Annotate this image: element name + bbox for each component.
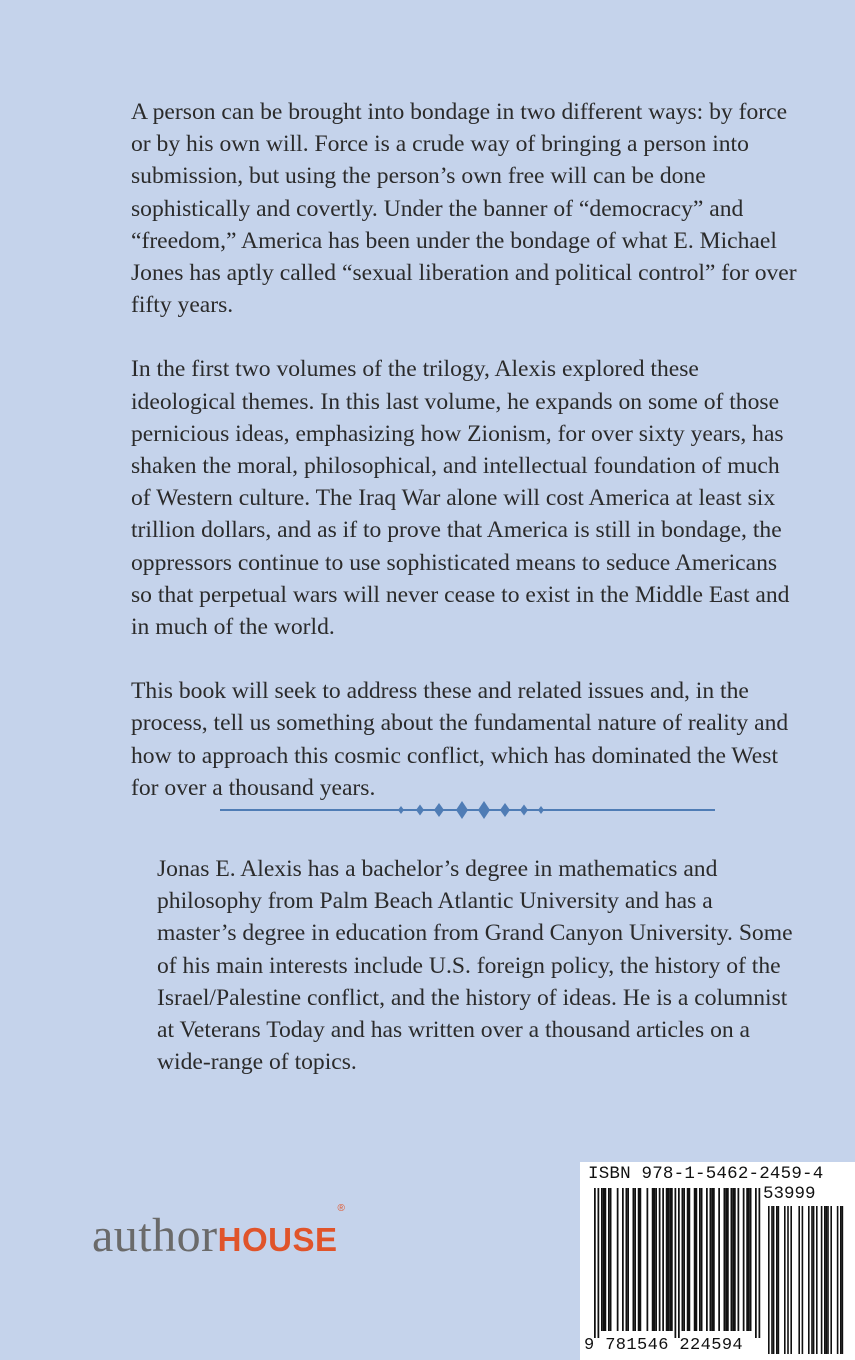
ornamental-divider [220, 796, 715, 824]
barcode-bar-49 [748, 1188, 750, 1331]
addon-bar-16 [826, 1206, 828, 1354]
addon-bar-14 [821, 1206, 823, 1354]
addon-bar-6 [787, 1206, 789, 1354]
barcode-bar-31 [694, 1188, 696, 1331]
publisher-logo [92, 1203, 345, 1262]
addon-bar-15 [824, 1206, 826, 1354]
addon-bar-10 [808, 1206, 810, 1354]
addon-bar-1 [771, 1206, 773, 1354]
barcode-bar-23 [669, 1188, 671, 1331]
barcode-bar-48 [746, 1188, 748, 1331]
blurb-paragraph-3: This book will seek to address these and related issues and, in the process, tell us something about the fundamental nature of reality and how to approach this cosmic conflict, which has dominated the West for over a thousand years. [131, 678, 789, 801]
barcode-bar-52 [759, 1188, 761, 1338]
isbn-label: ISBN 978-1-5462-2459-4 [588, 1164, 824, 1184]
barcode-bar-33 [699, 1188, 701, 1331]
barcode-bar-22 [668, 1188, 670, 1331]
barcode-bar-14 [640, 1188, 642, 1331]
addon-bar-19 [837, 1206, 839, 1354]
barcode-bar-3 [603, 1188, 605, 1331]
publisher-name-part1: author [92, 1209, 218, 1262]
barcode-bar-27 [682, 1188, 684, 1331]
addon-bar-12 [813, 1206, 815, 1354]
addon-bar-20 [840, 1206, 842, 1354]
barcode-bar-5 [608, 1188, 610, 1331]
barcode-bar-6 [610, 1188, 612, 1331]
barcode-bar-30 [689, 1188, 691, 1331]
barcode-bar-39 [718, 1188, 720, 1331]
barcode-bar-26 [678, 1188, 680, 1338]
addon-bar-0 [768, 1206, 770, 1354]
barcode-bar-24 [671, 1188, 673, 1331]
barcode-bar-41 [725, 1188, 727, 1331]
barcode-bar-0 [594, 1188, 596, 1338]
back-cover-blurb [131, 96, 803, 836]
barcode-bar-4 [605, 1188, 607, 1331]
barcode-bar-13 [638, 1188, 640, 1331]
barcode-bar-18 [655, 1188, 657, 1331]
barcode-bar-21 [666, 1188, 668, 1331]
barcode-bar-43 [731, 1188, 733, 1331]
barcode-bar-51 [755, 1188, 757, 1338]
price-code: 53999 [763, 1184, 816, 1204]
barcode-bar-35 [706, 1188, 708, 1331]
barcode-bar-40 [724, 1188, 726, 1331]
addon-bar-18 [830, 1206, 832, 1354]
addon-bar-7 [790, 1206, 792, 1354]
barcode-bar-25 [675, 1188, 677, 1338]
addon-bar-2 [773, 1206, 775, 1354]
author-bio: Jonas E. Alexis has a bachelor’s degree in mathematics and philosophy from Palm Beach Atlantic University and has a master’s degree in education from Grand Canyon University. Some of his main interests include U.S. foreign policy, the history of the Israel/Palestine conflict, and the history of ideas. He is a columnist at Veterans Today and has written over a thousand articles on a wide-range of topics. [157, 856, 793, 1076]
addon-bar-8 [798, 1206, 800, 1354]
addon-bar-11 [811, 1206, 813, 1354]
barcode-bar-12 [634, 1188, 636, 1331]
barcode-bar-44 [732, 1188, 734, 1331]
barcode-bar-9 [626, 1188, 628, 1331]
blurb-paragraph-1: A person can be brought into bondage in two different ways: by force or by his own will. Force is a crude way of bringing a person into submission, but using the person’s own free will can be done sophistically and covertly. Under the banner of “democracy” and “freedom,” America has been under the bondage of what E. Michael Jones has aptly called “sexual liberation and political control” for over fifty years. [131, 99, 797, 319]
addon-bar-13 [816, 1206, 818, 1354]
barcode-bar-29 [687, 1188, 689, 1331]
registered-mark: ® [337, 1203, 345, 1214]
barcode-bar-38 [713, 1188, 715, 1331]
barcode-bar-1 [598, 1188, 600, 1338]
barcode-bar-8 [622, 1188, 624, 1331]
barcode-bar-15 [647, 1188, 649, 1331]
addon-bar-4 [778, 1206, 780, 1354]
barcode-bar-46 [738, 1188, 740, 1331]
barcode-bar-11 [633, 1188, 635, 1331]
blurb-paragraph-2: In the first two volumes of the trilogy, Alexis explored these ideological themes. In this last volume, he expands on some of those pernicious ideas, emphasizing how Zionism, for over sixty years, has shaken the moral, philosophical, and intellectual foundation of much of Western culture. The Iraq War alone will cost America at least six trillion dollars, and as if to prove that America is still in bondage, the oppressors continue to use sophisticated means to seduce Americans so that perpetual wars will never cease to exist in the Middle East and in much of the world. [131, 356, 790, 641]
addon-bar-3 [776, 1206, 778, 1354]
barcode-bar-17 [654, 1188, 656, 1331]
barcode-bar-7 [617, 1188, 619, 1331]
barcode-digits: 9 781546 224594 [584, 1336, 744, 1355]
barcode-bar-28 [683, 1188, 685, 1331]
barcode-bar-42 [727, 1188, 729, 1331]
barcode-bar-20 [662, 1188, 664, 1331]
barcode-bar-50 [750, 1188, 752, 1331]
barcode-bar-37 [711, 1188, 713, 1331]
barcode-bar-32 [696, 1188, 698, 1331]
publisher-name-part2: HOUSE [217, 1221, 338, 1258]
barcode-bars [580, 1162, 855, 1360]
barcode-bar-34 [701, 1188, 703, 1331]
isbn-barcode [580, 1162, 855, 1360]
barcode-bar-2 [601, 1188, 603, 1331]
barcode-bar-45 [734, 1188, 736, 1331]
barcode-bar-36 [710, 1188, 712, 1331]
barcode-bar-16 [652, 1188, 654, 1331]
addon-bar-21 [842, 1206, 844, 1354]
addon-bar-9 [802, 1206, 804, 1354]
barcode-bar-10 [627, 1188, 629, 1331]
addon-bar-5 [784, 1206, 786, 1354]
barcode-bar-47 [743, 1188, 745, 1331]
addon-bar-17 [827, 1206, 829, 1354]
barcode-bar-19 [659, 1188, 661, 1331]
